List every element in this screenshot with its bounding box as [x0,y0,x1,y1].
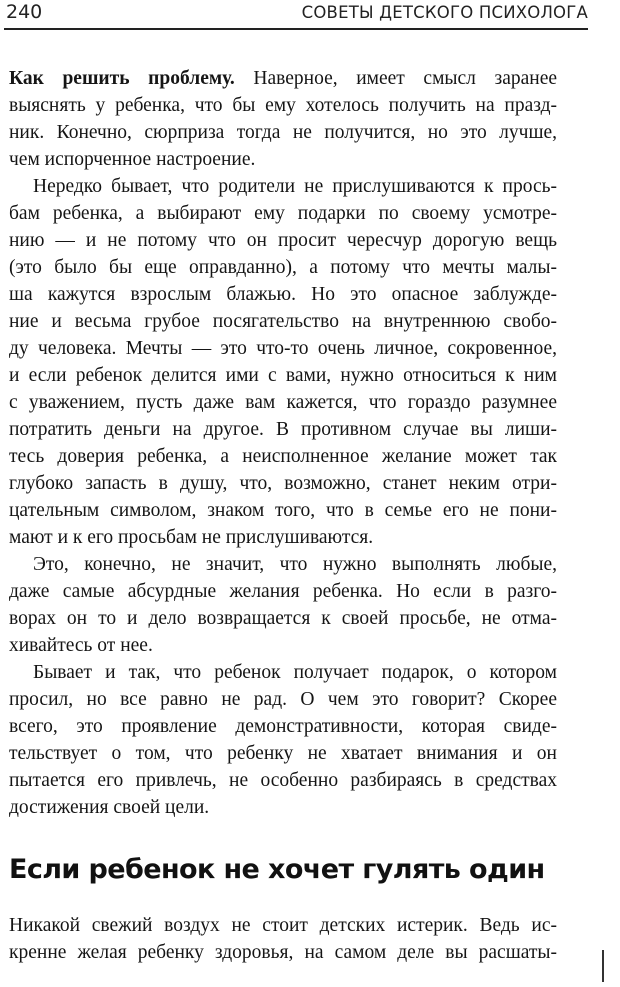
body-line: просил, но все равно не рад. О чем это говорит? Скорее [9,689,557,710]
body-line: потратить деньги на другое. В противном случае вы лиши- [9,419,557,440]
body-line: ник. Конечно, сюрприза тогда не получится, но это лучше, [9,122,557,143]
body-line: нию — и не потому что он просит чересчур дорогую вещь [9,230,557,251]
body-line: Нередко бывает, что родители не прислушиваются к прось- [33,176,557,197]
page-number: 240 [6,1,43,23]
body-line: Это, конечно, не значит, что нужно выполнять любые, [33,554,557,575]
running-head: СОВЕТЫ ДЕТСКОГО ПСИХОЛОГА [301,3,588,22]
body-line: цательным символом, знаком того, что в семье его не пони- [9,500,557,521]
margin-mark [602,950,604,982]
body-line: ду человека. Мечты — это что-то очень личное, сокровенное, [9,338,557,359]
page-header [4,0,588,30]
body-line: и если ребенок делится ими с вами, нужно относиться к ним [9,365,557,386]
body-line [9,66,557,92]
body-line: кренне желая ребенку здоровья, на самом деле вы расшаты- [9,942,557,963]
body-line: бам ребенка, а выбирают ему подарки по своему усмотре- [9,203,557,224]
body-line: глубоко запасть в душу, что, возможно, станет неким отри- [9,473,557,494]
lead-in: Как решить проблему. [9,68,235,89]
body-line: тесь доверия ребенка, а неисполненное желание может так [9,446,557,467]
body-line: ние и весьма грубое посягательство на внутреннюю свобо- [9,311,557,332]
body-line: даже самые абсурдные желания ребенка. Но если в разго- [9,581,557,602]
body-line: хивайтесь от нее. [9,635,153,656]
body-line: чем испорченное настроение. [9,149,256,170]
section-heading: Если ребенок не хочет гулять один [9,854,545,885]
body-line: всего, это проявление демонстративности, которая свиде- [9,716,557,737]
body-line: выяснять у ребенка, что бы ему хотелось получить на празд- [9,95,557,116]
body-line: тельствует о том, что ребенку не хватает внимания и он [9,743,557,764]
body-line: достижения своей цели. [9,797,210,818]
body-line: Бывает и так, что ребенок получает подарок, о котором [33,662,557,683]
body-line: пытается его привлечь, не особенно разбираясь в средствах [9,770,557,791]
body-line: ша кажутся взрослым блажью. Но это опасное заблужде- [9,284,557,305]
body-line: мают и к его просьбам не прислушиваются. [9,527,374,548]
body-line: с уважением, пусть даже вам кажется, что гораздо разумнее [9,392,557,413]
body-line: Никакой свежий воздух не стоит детских истерик. Ведь ис- [9,915,557,936]
line-text: Наверное, имеет смысл заранее [253,68,558,89]
body-line: ворах он то и дело возвращается к своей просьбе, не отма- [9,608,557,629]
body-line: (это было бы еще оправданно), а потому что мечты малы- [9,257,557,278]
